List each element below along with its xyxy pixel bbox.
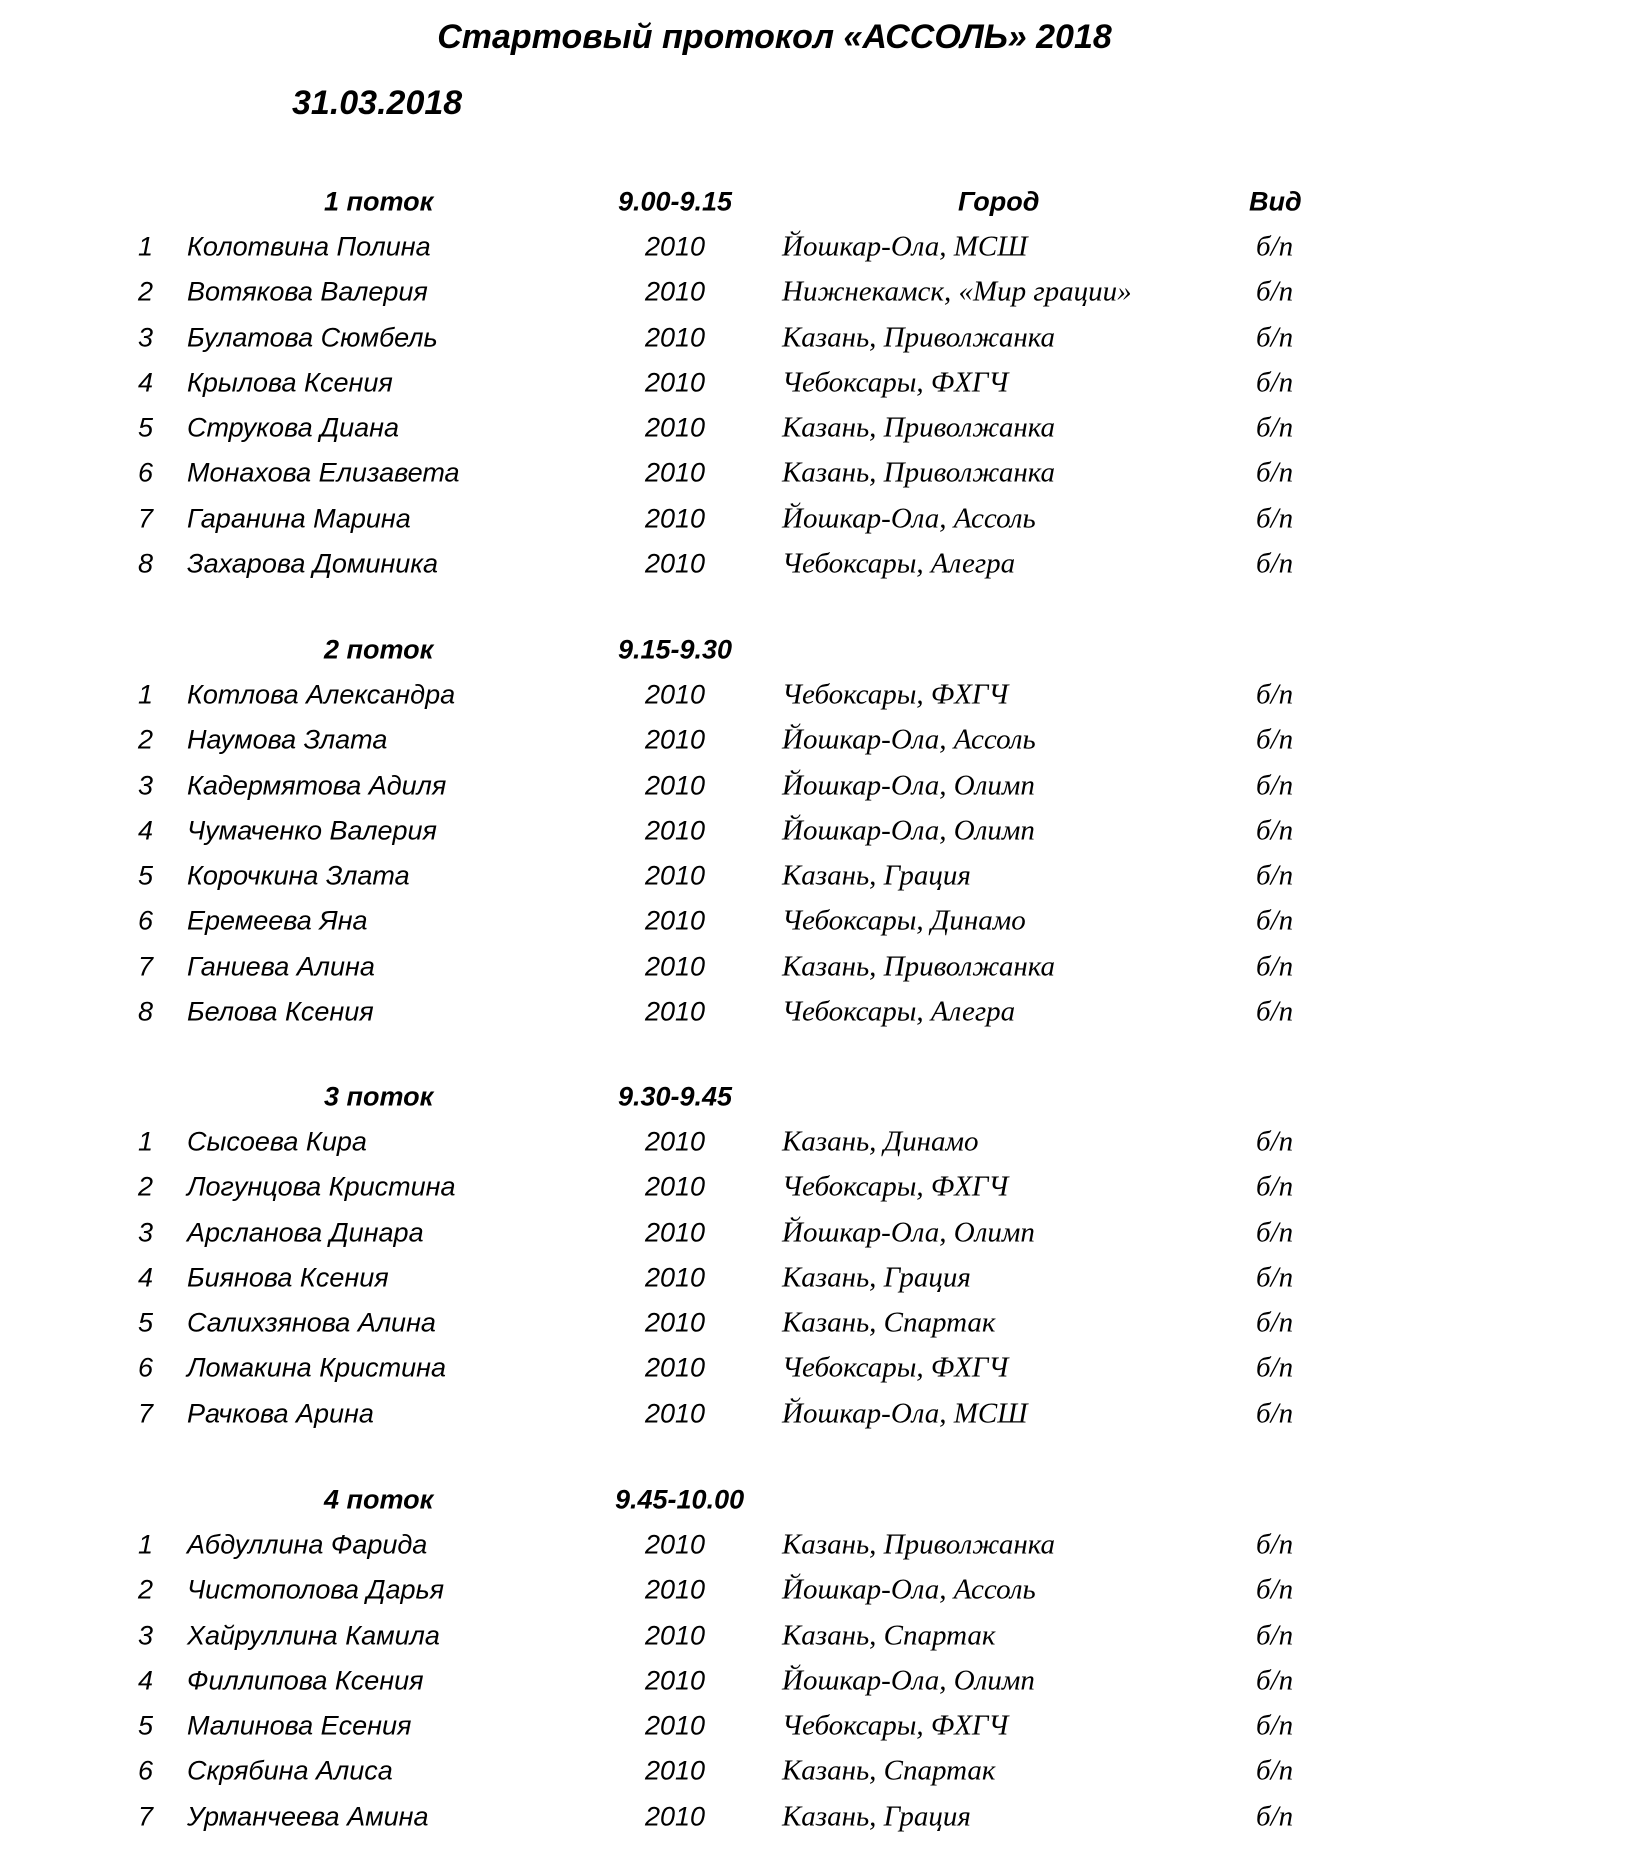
entry-name: Малинова Есения <box>187 1710 412 1741</box>
entry-city: Казань, Спартак <box>782 1306 996 1339</box>
entry-number: 4 <box>138 1262 154 1293</box>
entry-row <box>0 1522 1649 1567</box>
entry-kind: б/п <box>1256 950 1294 983</box>
entry-city: Казань, Спартак <box>782 1619 996 1652</box>
entry-city: Чебоксары, ФХГЧ <box>782 1170 1009 1203</box>
entry-number: 5 <box>138 1307 154 1338</box>
entry-year: 2010 <box>644 905 706 936</box>
entry-name: Филлипова Ксения <box>187 1665 424 1696</box>
entry-city: Йошкар-Ола, Олимп <box>782 1216 1035 1249</box>
entry-name: Колотвина Полина <box>187 231 431 262</box>
entry-city: Казань, Приволжанка <box>782 411 1056 444</box>
entry-row <box>0 451 1649 496</box>
kind-column-header: Вид <box>1249 186 1302 217</box>
entry-city: Казань, Приволжанка <box>782 950 1056 983</box>
entry-city: Чебоксары, ФХГЧ <box>782 1709 1009 1742</box>
entry-name: Логунцова Кристина <box>187 1171 456 1202</box>
entry-name: Биянова Ксения <box>187 1262 389 1293</box>
entry-kind: б/п <box>1256 678 1294 711</box>
entry-year: 2010 <box>644 1529 706 1560</box>
flow-label: 3 поток <box>324 1081 434 1112</box>
entry-city: Йошкар-Ола, МСШ <box>782 1397 1028 1430</box>
entry-city: Казань, Спартак <box>782 1754 996 1787</box>
entry-city: Казань, Динамо <box>782 1125 979 1158</box>
entry-year: 2010 <box>644 724 706 755</box>
entry-number: 1 <box>138 1529 154 1560</box>
entry-name: Наумова Злата <box>187 724 388 755</box>
flow-section-4 <box>0 1477 1649 1839</box>
entry-kind: б/п <box>1256 1619 1294 1652</box>
entry-name: Булатова Сюмбель <box>187 322 438 353</box>
entry-kind: б/п <box>1256 904 1294 937</box>
flow-header <box>0 179 1649 224</box>
entry-year: 2010 <box>644 231 706 262</box>
entry-name: Абдуллина Фарида <box>187 1529 428 1560</box>
entry-city: Чебоксары, Алегра <box>782 547 1016 580</box>
flow-time: 9.15-9.30 <box>617 634 733 665</box>
entry-row <box>0 1794 1649 1839</box>
entry-city: Чебоксары, ФХГЧ <box>782 1351 1009 1384</box>
entry-row <box>0 1703 1649 1748</box>
entry-row <box>0 270 1649 315</box>
entry-row <box>0 672 1649 717</box>
entry-year: 2010 <box>644 860 706 891</box>
entry-kind: б/п <box>1256 321 1294 354</box>
entry-year: 2010 <box>644 1217 706 1248</box>
entry-number: 4 <box>138 367 154 398</box>
entry-kind: б/п <box>1256 456 1294 489</box>
flow-section-3 <box>0 1074 1649 1436</box>
entry-row <box>0 1658 1649 1703</box>
entry-kind: б/п <box>1256 366 1294 399</box>
entry-year: 2010 <box>644 322 706 353</box>
entry-name: Захарова Доминика <box>187 548 439 579</box>
entry-row <box>0 1346 1649 1391</box>
entry-kind: б/п <box>1256 995 1294 1028</box>
entry-year: 2010 <box>644 503 706 534</box>
entry-number: 1 <box>138 231 154 262</box>
entry-city: Йошкар-Ола, Ассоль <box>782 1573 1036 1606</box>
entry-number: 7 <box>138 503 154 534</box>
entry-name: Чумаченко Валерия <box>187 815 437 846</box>
entry-city: Казань, Грация <box>782 1800 971 1833</box>
entry-row <box>0 718 1649 763</box>
entry-kind: б/п <box>1256 1306 1294 1339</box>
entry-year: 2010 <box>644 548 706 579</box>
entry-number: 7 <box>138 951 154 982</box>
entry-kind: б/п <box>1256 547 1294 580</box>
entry-row <box>0 405 1649 450</box>
entry-row <box>0 1300 1649 1345</box>
entry-row <box>0 1165 1649 1210</box>
entry-number: 3 <box>138 1620 154 1651</box>
entry-number: 3 <box>138 1217 154 1248</box>
entry-name: Корочкина Злата <box>187 860 410 891</box>
entry-number: 5 <box>138 412 154 443</box>
entry-kind: б/п <box>1256 230 1294 263</box>
entry-city: Чебоксары, Алегра <box>782 995 1016 1028</box>
entry-kind: б/п <box>1256 769 1294 802</box>
flow-label: 1 поток <box>324 186 434 217</box>
flow-label: 2 поток <box>324 634 434 665</box>
entry-row <box>0 1119 1649 1164</box>
entry-row <box>0 1391 1649 1436</box>
entry-number: 5 <box>138 860 154 891</box>
entry-kind: б/п <box>1256 1664 1294 1697</box>
entry-name: Монахова Елизавета <box>187 457 460 488</box>
entry-number: 3 <box>138 322 154 353</box>
flow-header <box>0 627 1649 672</box>
entry-row <box>0 989 1649 1034</box>
entry-kind: б/п <box>1256 411 1294 444</box>
entry-number: 6 <box>138 457 154 488</box>
entry-row <box>0 899 1649 944</box>
flow-header <box>0 1477 1649 1522</box>
entry-year: 2010 <box>644 1710 706 1741</box>
entry-year: 2010 <box>644 1801 706 1832</box>
entry-city: Казань, Грация <box>782 859 971 892</box>
entry-number: 2 <box>138 1574 154 1605</box>
entry-row <box>0 541 1649 586</box>
entry-name: Кадермятова Адиля <box>187 770 447 801</box>
entry-name: Белова Ксения <box>187 996 374 1027</box>
entry-row <box>0 224 1649 269</box>
entry-city: Йошкар-Ола, Олимп <box>782 814 1035 847</box>
entry-number: 4 <box>138 815 154 846</box>
entry-year: 2010 <box>644 951 706 982</box>
entry-kind: б/п <box>1256 814 1294 847</box>
flow-label: 4 поток <box>324 1484 434 1515</box>
entry-city: Чебоксары, Динамо <box>782 904 1026 937</box>
entry-year: 2010 <box>644 1398 706 1429</box>
flow-section-1 <box>0 179 1649 587</box>
entry-kind: б/п <box>1256 1170 1294 1203</box>
entry-name: Еремеева Яна <box>187 905 368 936</box>
entry-row <box>0 1255 1649 1300</box>
flow-time: 9.00-9.15 <box>617 186 733 217</box>
entry-year: 2010 <box>644 1620 706 1651</box>
entry-number: 2 <box>138 276 154 307</box>
entry-name: Рачкова Арина <box>187 1398 374 1429</box>
entry-row <box>0 1613 1649 1658</box>
entry-name: Ганиева Алина <box>187 951 375 982</box>
flow-time: 9.30-9.45 <box>617 1081 733 1112</box>
entry-year: 2010 <box>644 1126 706 1157</box>
entry-city: Казань, Грация <box>782 1261 971 1294</box>
entry-kind: б/п <box>1256 1125 1294 1158</box>
entry-city: Нижнекамск, «Мир грации» <box>782 275 1132 308</box>
entry-name: Гаранина Марина <box>187 503 411 534</box>
entry-year: 2010 <box>644 1665 706 1696</box>
entry-row <box>0 808 1649 853</box>
entry-number: 6 <box>138 1352 154 1383</box>
entry-row <box>0 1210 1649 1255</box>
entry-number: 6 <box>138 905 154 936</box>
entry-city: Йошкар-Ола, Олимп <box>782 1664 1035 1697</box>
entry-city: Чебоксары, ФХГЧ <box>782 678 1009 711</box>
page-title: Стартовый протокол «АССОЛЬ» 2018 <box>437 18 1112 56</box>
entry-city: Казань, Приволжанка <box>782 456 1056 489</box>
entry-year: 2010 <box>644 1307 706 1338</box>
entry-name: Вотякова Валерия <box>187 276 428 307</box>
flow-header <box>0 1074 1649 1119</box>
entry-row <box>0 315 1649 360</box>
entry-year: 2010 <box>644 996 706 1027</box>
entry-row <box>0 496 1649 541</box>
entry-year: 2010 <box>644 1352 706 1383</box>
entry-year: 2010 <box>644 1574 706 1605</box>
entry-number: 7 <box>138 1801 154 1832</box>
entry-number: 8 <box>138 996 154 1027</box>
entry-row <box>0 360 1649 405</box>
entry-name: Салихзянова Алина <box>187 1307 436 1338</box>
entry-city: Йошкар-Ола, МСШ <box>782 230 1028 263</box>
entry-kind: б/п <box>1256 1754 1294 1787</box>
entry-kind: б/п <box>1256 859 1294 892</box>
entry-year: 2010 <box>644 679 706 710</box>
entry-name: Сысоева Кира <box>187 1126 367 1157</box>
entry-kind: б/п <box>1256 1351 1294 1384</box>
entry-row <box>0 1568 1649 1613</box>
entry-number: 1 <box>138 1126 154 1157</box>
entry-city: Йошкар-Ола, Ассоль <box>782 723 1036 756</box>
entry-city: Чебоксары, ФХГЧ <box>782 366 1009 399</box>
city-column-header: Город <box>958 186 1040 217</box>
entry-year: 2010 <box>644 367 706 398</box>
entry-kind: б/п <box>1256 502 1294 535</box>
entry-name: Скрябина Алиса <box>187 1755 393 1786</box>
flow-section-2 <box>0 627 1649 1035</box>
entry-row <box>0 853 1649 898</box>
entry-name: Чистополова Дарья <box>187 1574 445 1605</box>
entry-name: Ломакина Кристина <box>187 1352 447 1383</box>
entry-name: Урманчеева Амина <box>187 1801 429 1832</box>
entry-kind: б/п <box>1256 1397 1294 1430</box>
entry-name: Крылова Ксения <box>187 367 393 398</box>
entry-year: 2010 <box>644 457 706 488</box>
entry-name: Котлова Александра <box>187 679 456 710</box>
entry-year: 2010 <box>644 1755 706 1786</box>
entry-year: 2010 <box>644 412 706 443</box>
entry-number: 1 <box>138 679 154 710</box>
entry-city: Казань, Приволжанка <box>782 321 1056 354</box>
entry-number: 4 <box>138 1665 154 1696</box>
entry-name: Струкова Диана <box>187 412 400 443</box>
entry-row <box>0 763 1649 808</box>
flow-time: 9.45-10.00 <box>615 1484 745 1515</box>
entry-city: Йошкар-Ола, Ассоль <box>782 502 1036 535</box>
entry-year: 2010 <box>644 276 706 307</box>
entry-number: 2 <box>138 724 154 755</box>
entry-year: 2010 <box>644 815 706 846</box>
entry-city: Йошкар-Ола, Олимп <box>782 769 1035 802</box>
entry-kind: б/п <box>1256 1800 1294 1833</box>
entry-kind: б/п <box>1256 275 1294 308</box>
entry-number: 8 <box>138 548 154 579</box>
entry-number: 2 <box>138 1171 154 1202</box>
entry-year: 2010 <box>644 1171 706 1202</box>
entry-number: 5 <box>138 1710 154 1741</box>
entry-city: Казань, Приволжанка <box>782 1528 1056 1561</box>
entry-kind: б/п <box>1256 723 1294 756</box>
entry-row <box>0 1749 1649 1794</box>
entry-number: 7 <box>138 1398 154 1429</box>
entry-year: 2010 <box>644 1262 706 1293</box>
entry-kind: б/п <box>1256 1216 1294 1249</box>
entry-name: Арсланова Динара <box>187 1217 424 1248</box>
entry-number: 3 <box>138 770 154 801</box>
entry-name: Хайруллина Камила <box>187 1620 440 1651</box>
page-date: 31.03.2018 <box>292 84 463 122</box>
entry-row <box>0 944 1649 989</box>
entry-kind: б/п <box>1256 1709 1294 1742</box>
entry-year: 2010 <box>644 770 706 801</box>
entry-number: 6 <box>138 1755 154 1786</box>
entry-kind: б/п <box>1256 1261 1294 1294</box>
entry-kind: б/п <box>1256 1528 1294 1561</box>
entry-kind: б/п <box>1256 1573 1294 1606</box>
